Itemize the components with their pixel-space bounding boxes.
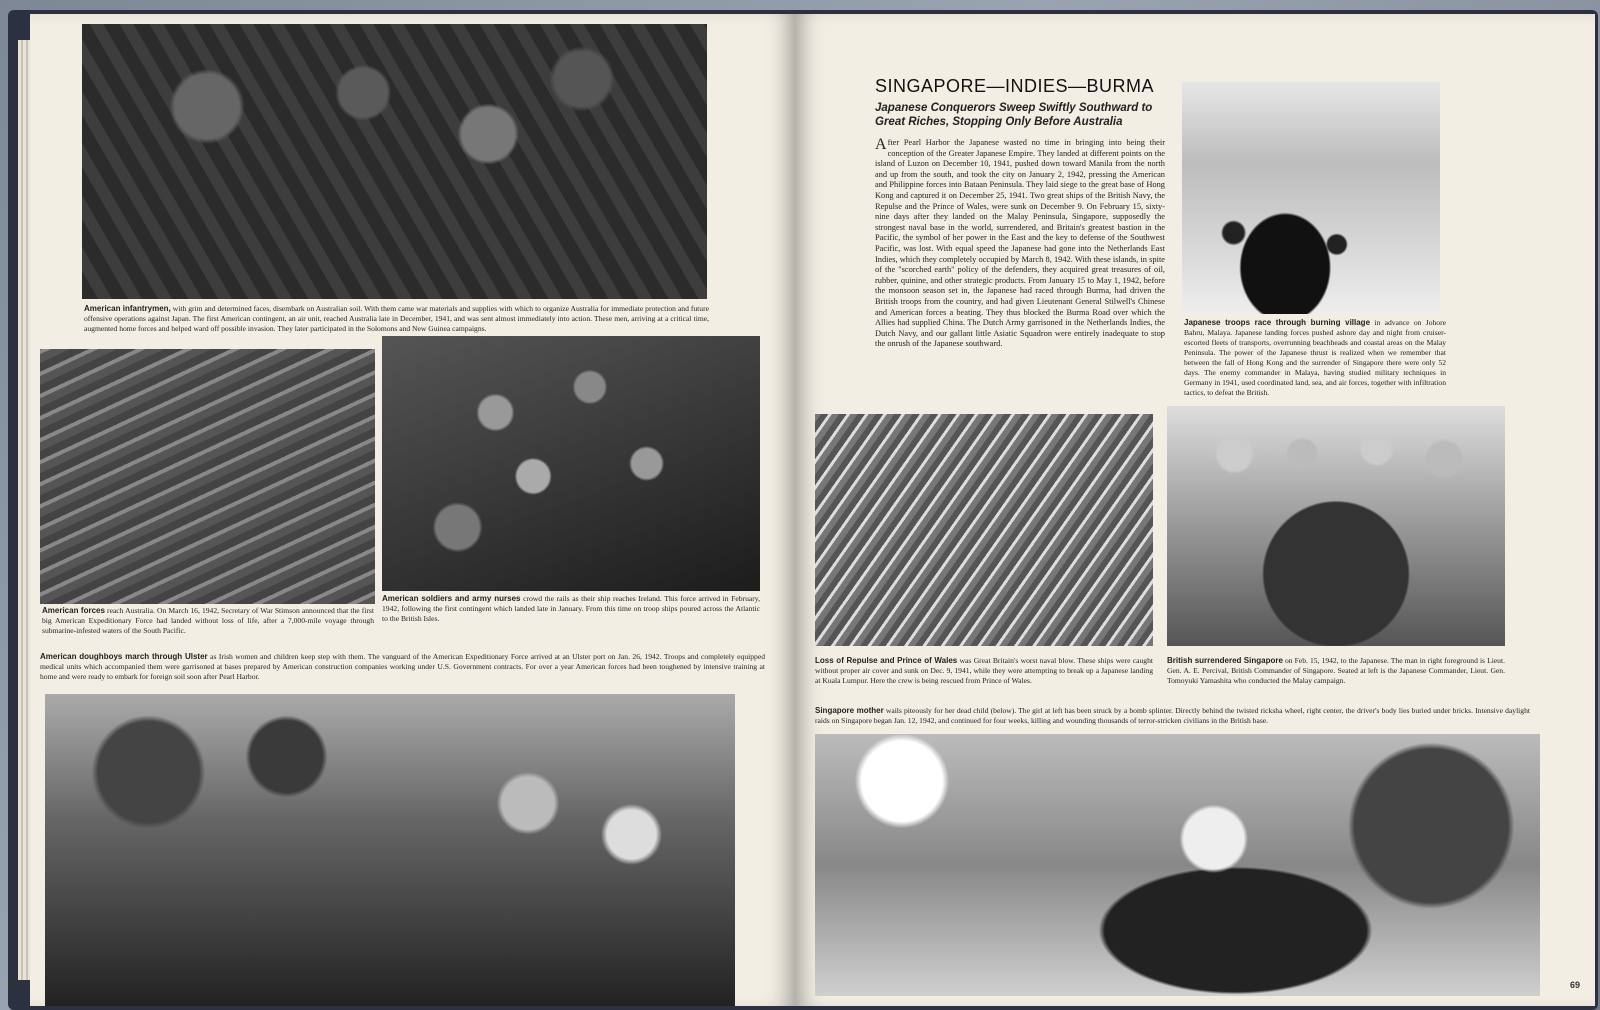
photo-singapore-mother [815,734,1540,996]
caption-repulse-wales: Loss of Repulse and Prince of Wales was Great Britain's worst naval blow. These ships were caught without proper air cover and sunk on Dec. 9, 1941, while they were attempting to break up a Japanese landing at Kuala Lumpur. Here the crew is being rescued from Prince of Wales. [815,656,1154,685]
photo-doughboys-march [45,694,735,1006]
article-subhead: Japanese Conquerors Sweep Swiftly Southward to Great Riches, Stopping Only Before Australia [875,102,1153,128]
article-headline: SINGAPORE—INDIES—BURMA [875,76,1155,96]
caption-burning-village: Japanese troops race through burning village in advance on Johore Bahru, Malaya. Japanese landing forces pushed ashore day and night from cruiser-escorted fleets of transports, overrunning beachheads and coastal areas on the Malay Peninsula. The power of the Japanese thrust is realized when we remember that between the fall of Hong Kong and the surrender of Singapore there were only 52 days. The enemy commander in Malaya, having studied military techniques in Germany in 1941, used coordinated land, sea, and air forces, together with infiltration tactics, to defeat the British. [1184,318,1447,397]
article-body: After Pearl Harbor the Japanese wasted no time in bringing into being their conception of the Greater Japanese Empire. They landed at different points on the island of Luzon on December 10, 1941, pushed down toward Manila from the north and up from the south, and took the city on January 2, 1942, pressing the American and Philippine forces into Bataan Peninsula. They laid siege to the great base of Hong Kong and captured it on December 25, 1941. Two great ships of the British Navy, the Repulse and the Prince of Wales, were sunk on December 9. On February 15, sixty-nine days after they landed on the Malay Peninsula, Singapore, supposedly the strongest naval base in the world, surrendered, and Britain's greatest bastion in the Pacific, the symbol of her power in the East and the key to defense of the Southwest Pacific, was lost. With equal speed the Japanese had gone into the Netherlands East Indies, which they completely occupied by March 8, 1942. With these islands, in spite of the "scorched earth" policy of the defenders, they acquired great treasures of oil, rubber, quinine, and other strategic products. From January 15 to May 1, 1942, before the monsoon season set in, the Japanese had raced through Burma, had driven the British troops from the country, and had given Lieutenant General Stilwell's Chinese and American forces a beating. They thus blocked the Burma Road over which the Allies had supplied China. The Dutch Army garrisoned in the Netherlands Indies, the Dutch Navy, and our gallant little Asiatic Squadron were entirely inadequate to stop the onrush of the Japanese southward. [875,136,1165,349]
photo-prince-of-wales-rescue [815,414,1153,646]
caption-soldiers-nurses: American soldiers and army nurses crowd the rails as their ship reaches Ireland. This force arrived in February, 1942, following the first contingent which landed late in January. From this time on troop ships poured across the Atlantic to the British Isles. [382,594,760,623]
photo-singapore-surrender [1167,406,1505,646]
photo-troop-ship-australia [40,349,375,604]
photo-soldiers-nurses-rails [382,336,760,591]
caption-singapore-mother: Singapore mother wails piteously for her dead child (below). The girl at left has been struck by a bomb splinter. Directly behind the twisted ricksha wheel, right center, the driver's body lies buried under bricks. Intensive daylight raids on Singapore began Jan. 12, 1942, and continued for four weeks, killing and wounding thousands of terror-stricken civilians in the British base. [815,706,1530,725]
caption-surrender: British surrendered Singapore on Feb. 15, 1942, to the Japanese. The man in right foreground is Lieut. Gen. A. E. Percival, British Commander of Singapore. Seated at left is the Japanese Commander, Lieut. Gen. Tomoyuki Yamashita who conducted the Malay campaign. [1167,656,1505,685]
photo-troops-burning-village [1182,82,1440,314]
caption-infantrymen: American infantrymen, with grim and determined faces, disembark on Australian soil. With them came war materials and supplies with which to organize Australia for immediate protection and future offensive operations against Japan. The first American contingent, an air unit, reached Australia late in December, 1941, and was sent almost immediately into action. These men, arriving at a critical time, augmented home forces and helped ward off possible invasion. They later participated in the Solomons and New Guinea campaigns. [84,304,709,333]
drop-cap: A [875,136,887,153]
caption-american-forces: American forces reach Australia. On March 16, 1942, Secretary of War Stimson announced that the first big American Expeditionary Force had landed without loss of life, after a 7,000-mile voyage through submarine-infested waters of the South Pacific. [42,606,374,635]
page-number-right: 69 [1570,980,1581,990]
caption-doughboys-ulster: American doughboys march through Ulster as Irish women and children keep step with them. The vanguard of the American Expeditionary Force arrived at an Ulster port on Jan. 26, 1942. Troops and completely equipped medical units which accompanied them were garrisoned at bases prepared by American construction companies working under U.S. Government contracts. For over a year American forces had been toughened by intensive training at home and were ready to embark for foreign soil soon after Pearl Harbor. [40,652,766,681]
left-page [8,14,795,1006]
page-number-left: 68 [8,980,19,990]
right-page [795,14,1595,1006]
photo-infantrymen-disembark [82,24,707,299]
